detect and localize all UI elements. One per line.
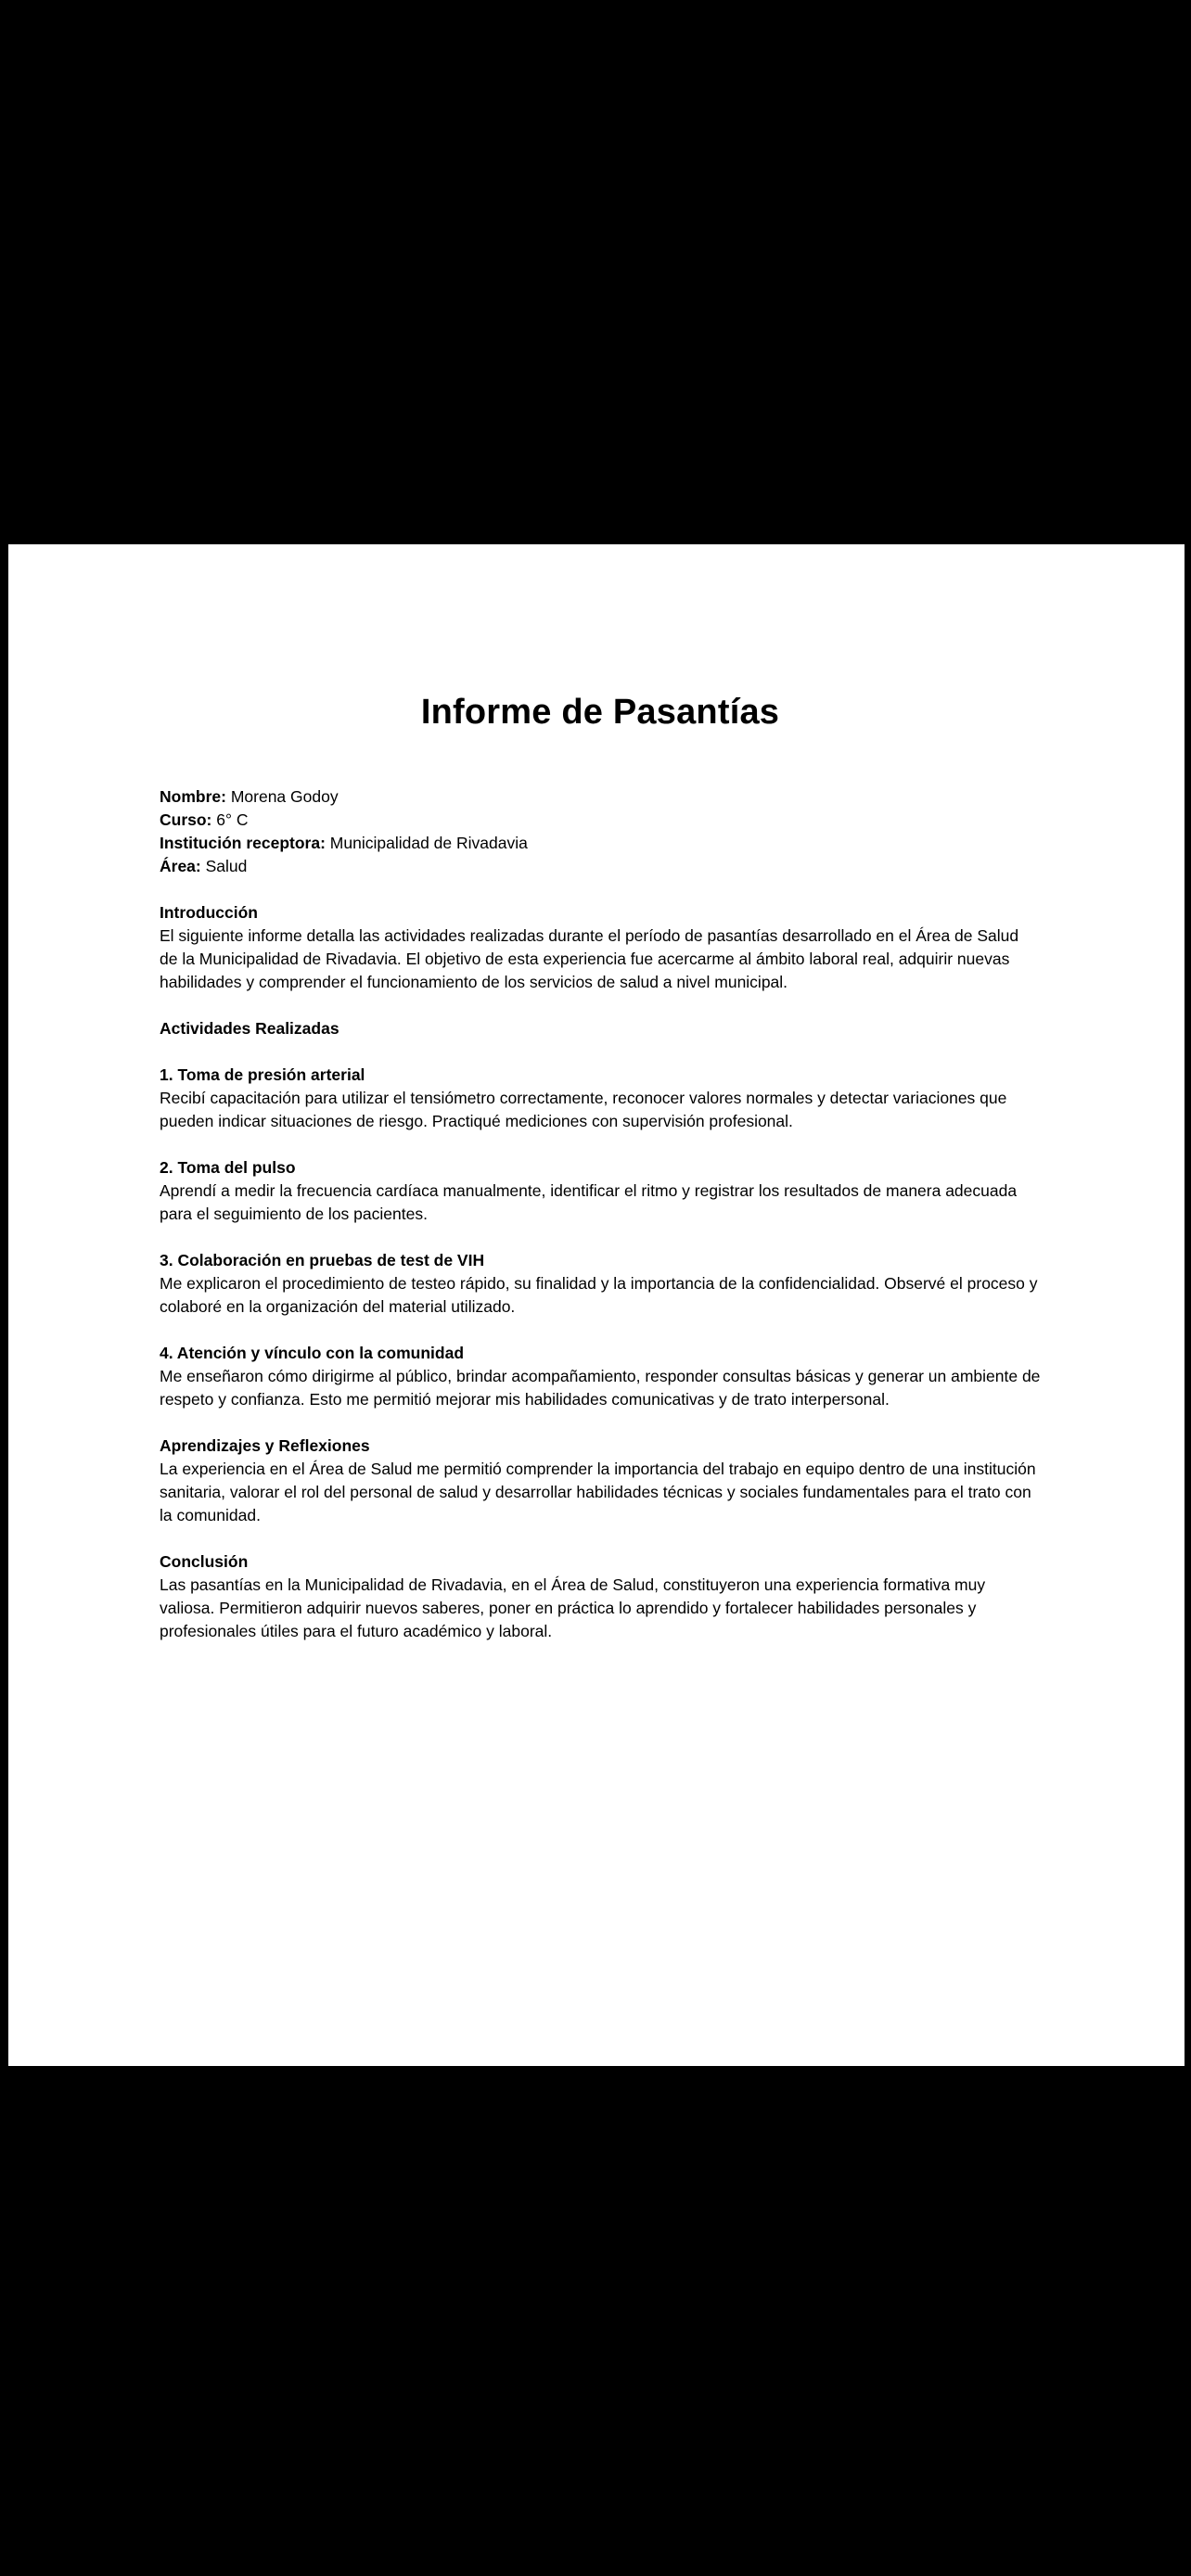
meta-line-institucion bbox=[160, 832, 1041, 855]
section-heading-actividad-2: 2. Toma del pulso bbox=[160, 1158, 296, 1177]
section-conclusion bbox=[160, 1550, 1041, 1643]
section-actividades-realizadas bbox=[160, 1017, 1041, 1040]
section-heading-actividades-realizadas: Actividades Realizadas bbox=[160, 1019, 339, 1038]
section-actividad-1-presion-arterial bbox=[160, 1064, 1041, 1133]
document-title: Informe de Pasantías bbox=[420, 693, 780, 732]
meta-label-nombre: Nombre: bbox=[160, 787, 226, 806]
meta-line-curso bbox=[160, 809, 1041, 832]
section-body-actividad-1: Recibí capacitación para utilizar el tensiómetro correctamente, reconocer valores normales y detectar variaciones que pueden indicar situaciones de riesgo. Practiqué mediciones con supervisión profesional. bbox=[160, 1089, 1007, 1130]
document-content bbox=[8, 691, 1185, 1643]
section-body-actividad-3: Me explicaron el procedimiento de testeo rápido, su finalidad y la importancia de la confidencialidad. Observé el proceso y colaboré en la organización del material utilizado. bbox=[160, 1274, 1038, 1316]
meta-value-area: Salud bbox=[205, 857, 248, 875]
meta-value-institucion: Municipalidad de Rivadavia bbox=[329, 834, 528, 852]
section-heading-conclusion: Conclusión bbox=[160, 1552, 249, 1571]
section-body-actividad-4: Me enseñaron cómo dirigirme al público, brindar acompañamiento, responder consultas básicas y generar un ambiente de respeto y confianza. Esto me permitió mejorar mis habilidades comunicativas y de trato interpersonal. bbox=[160, 1367, 1041, 1409]
meta-label-area: Área: bbox=[160, 857, 201, 875]
meta-line-nombre bbox=[160, 785, 1041, 809]
section-actividad-4-comunidad bbox=[160, 1342, 1041, 1411]
section-actividad-2-toma-del-pulso bbox=[160, 1156, 1041, 1226]
meta-value-curso: 6° C bbox=[216, 810, 249, 829]
section-body-introduccion: El siguiente informe detalla las actividades realizadas durante el período de pasantías desarrollado en el Área de Salud de la Municipalidad de Rivadavia. El objetivo de esta experiencia fue acercarme al ámbito laboral real, adquirir nuevas habilidades y comprender el funcionamiento de los servicios de salud a nivel municipal. bbox=[160, 926, 1019, 991]
section-aprendizajes-reflexiones bbox=[160, 1435, 1041, 1527]
section-introduccion bbox=[160, 901, 1041, 994]
section-heading-actividad-3: 3. Colaboración en pruebas de test de VIH bbox=[160, 1251, 485, 1269]
section-heading-actividad-1: 1. Toma de presión arterial bbox=[160, 1065, 365, 1084]
section-heading-actividad-4: 4. Atención y vínculo con la comunidad bbox=[160, 1344, 465, 1362]
student-info-block bbox=[160, 785, 1041, 878]
meta-label-curso: Curso: bbox=[160, 810, 212, 829]
section-body-actividad-2: Aprendí a medir la frecuencia cardíaca manualmente, identificar el ritmo y registrar los resultados de manera adecuada para el seguimiento de los pacientes. bbox=[160, 1181, 1018, 1223]
meta-value-nombre: Morena Godoy bbox=[230, 787, 339, 806]
meta-line-area bbox=[160, 855, 1041, 878]
section-body-aprendizajes: La experiencia en el Área de Salud me permitió comprender la importancia del trabajo en equipo dentro de una institución sanitaria, valorar el rol del personal de salud y desarrollar habilidades técnicas y sociales fundamentales para el trato con la comunidad. bbox=[160, 1460, 1036, 1524]
meta-label-institucion: Institución receptora: bbox=[160, 834, 326, 852]
document-page[interactable] bbox=[8, 544, 1185, 2066]
section-heading-introduccion: Introducción bbox=[160, 903, 258, 922]
section-actividad-3-test-vih bbox=[160, 1249, 1041, 1319]
section-body-conclusion: Las pasantías en la Municipalidad de Rivadavia, en el Área de Salud, constituyeron una experiencia formativa muy valiosa. Permitieron adquirir nuevos saberes, poner en práctica lo aprendido y fortalecer habilidades personales y profesionales útiles para el futuro académico y laboral. bbox=[160, 1575, 986, 1640]
section-heading-aprendizajes: Aprendizajes y Reflexiones bbox=[160, 1436, 370, 1455]
